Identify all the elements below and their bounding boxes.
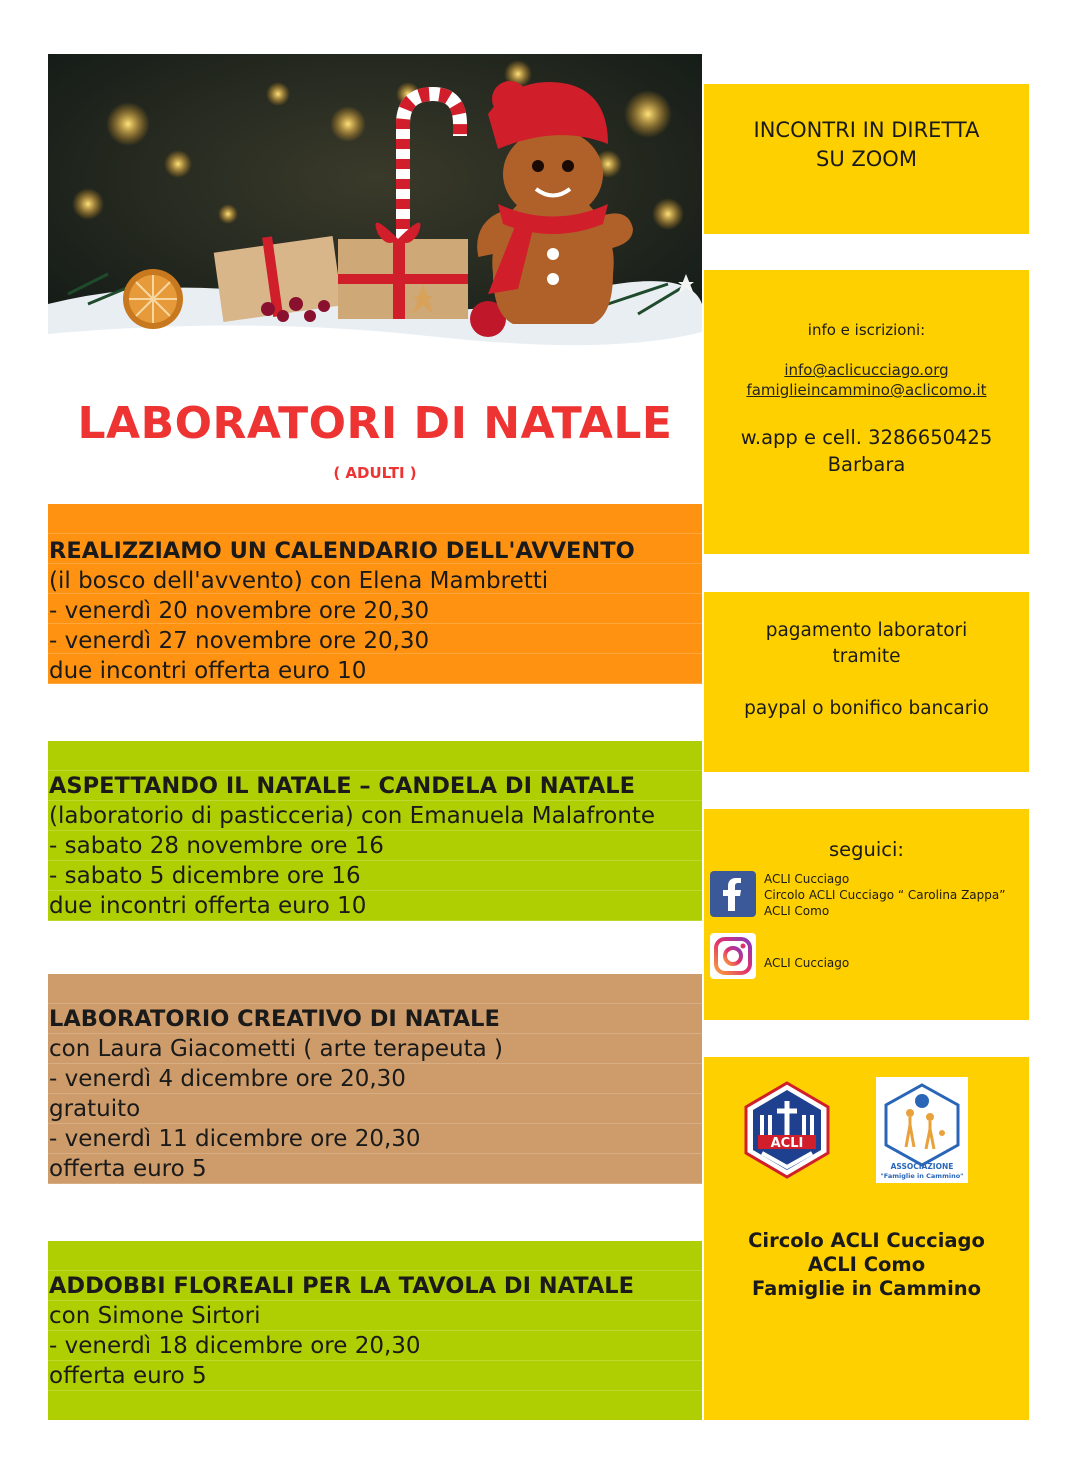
course-title: ADDOBBI FLOREALI PER LA TAVOLA DI NATALE (49, 1273, 634, 1299)
assoc-logo-line: ASSOCIAZIONE (890, 1162, 954, 1171)
course-block-creative-lab (48, 974, 702, 1184)
course-line: - sabato 5 dicembre ore 16 (49, 863, 361, 889)
acli-logo (744, 1081, 830, 1183)
payment-line: tramite (832, 646, 901, 667)
course-line: gratuito (49, 1096, 141, 1122)
organizer-name: ACLI Como (807, 1253, 926, 1276)
christmas-scene-illustration (48, 54, 702, 366)
course-line: offerta euro 5 (49, 1363, 207, 1389)
hero-image (48, 54, 702, 366)
payment-methods: paypal o bonifico bancario (744, 698, 989, 719)
course-block-advent-calendar (48, 504, 702, 684)
course-line: - sabato 28 novembre ore 16 (49, 833, 384, 859)
course-block-floral-decorations (48, 1241, 702, 1420)
contact-panel (704, 270, 1029, 554)
course-title: LABORATORIO CREATIVO DI NATALE (49, 1006, 500, 1032)
course-line: con Laura Giacometti ( arte terapeuta ) (49, 1036, 504, 1062)
course-line: - venerdì 18 dicembre ore 20,30 (49, 1333, 421, 1359)
facebook-row[interactable] (710, 871, 1005, 919)
course-block-christmas-candle (48, 741, 702, 921)
info-label: info e iscrizioni: (807, 321, 926, 339)
email-link-acli[interactable]: info@aclicucciago.org (784, 361, 949, 379)
payment-panel (704, 592, 1029, 772)
organizer-name: Famiglie in Cammino (751, 1277, 982, 1300)
organizers-panel (704, 1057, 1029, 1420)
facebook-account: ACLI Cucciago (764, 872, 850, 886)
contact-name: Barbara (827, 453, 906, 476)
organizer-name: Circolo ACLI Cucciago (748, 1229, 985, 1252)
course-line: due incontri offerta euro 10 (49, 893, 367, 919)
course-title: ASPETTANDO IL NATALE – CANDELA DI NATALE (49, 773, 635, 799)
course-line: - venerdì 20 novembre ore 20,30 (49, 598, 430, 624)
zoom-line: INCONTRI IN DIRETTA (753, 118, 980, 142)
acli-logo-text: ACLI (770, 1136, 804, 1151)
organizers-list (704, 1229, 1029, 1301)
facebook-account: Circolo ACLI Cucciago “ Carolina Zappa” (764, 888, 1006, 902)
social-panel (704, 809, 1029, 1020)
course-line: - venerdì 27 novembre ore 20,30 (49, 628, 430, 654)
course-title: REALIZZIAMO UN CALENDARIO DELL'AVVENTO (49, 538, 635, 564)
course-line: (il bosco dell'avvento) con Elena Mambretti (49, 568, 549, 594)
course-line: - venerdì 4 dicembre ore 20,30 (49, 1066, 406, 1092)
phone-number: w.app e cell. 3286650425 (740, 426, 993, 449)
instagram-icon (710, 933, 756, 979)
assoc-logo-line: "Famiglie in Cammino" (880, 1172, 964, 1180)
course-line: - venerdì 11 dicembre ore 20,30 (49, 1126, 421, 1152)
famiglie-in-cammino-logo (876, 1077, 968, 1187)
follow-label: seguici: (828, 838, 905, 861)
course-line: (laboratorio di pasticceria) con Emanuela Malafronte (49, 803, 656, 829)
course-line: offerta euro 5 (49, 1156, 207, 1182)
zoom-info-panel (704, 84, 1029, 234)
course-line: con Simone Sirtori (49, 1303, 261, 1329)
instagram-row[interactable] (710, 933, 849, 979)
instagram-account: ACLI Cucciago (764, 956, 850, 970)
page-title: LABORATORI DI NATALE (77, 398, 673, 449)
zoom-line: SU ZOOM (816, 147, 917, 171)
facebook-icon (710, 871, 756, 917)
course-line: due incontri offerta euro 10 (49, 658, 367, 684)
payment-line: pagamento laboratori (765, 620, 968, 641)
page-subtitle: ( ADULTI ) (333, 464, 417, 482)
email-link-famiglie[interactable]: famiglieincammino@aclicomo.it (746, 381, 987, 399)
facebook-account: ACLI Como (764, 904, 830, 918)
